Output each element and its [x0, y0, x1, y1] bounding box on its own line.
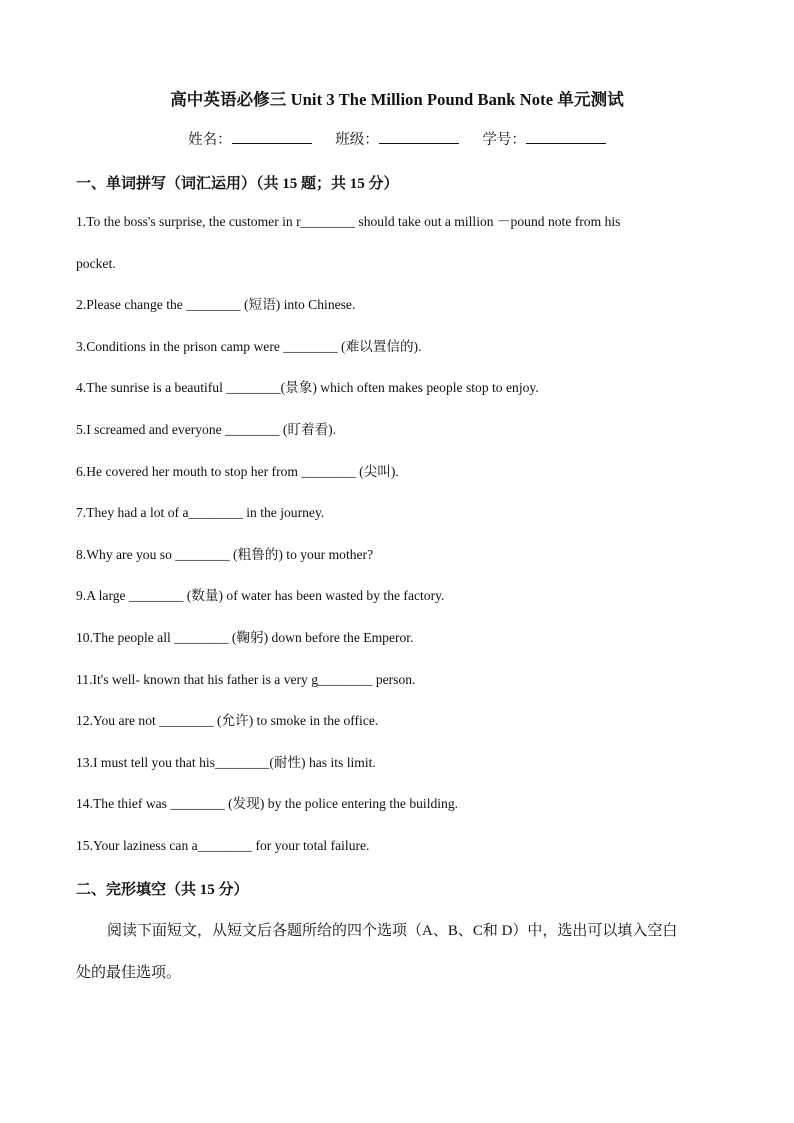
question-1: 1.To the boss's surprise, the customer in r________ should take out a million －pound note from his [76, 214, 621, 229]
name-blank [232, 131, 312, 144]
question-6: 6.He covered her mouth to stop her from ________ (尖叫). [76, 464, 399, 479]
question-7: 7.They had a lot of a________ in the journey. [76, 505, 325, 520]
question-15: 15.Your laziness can a________ for your total failure. [76, 838, 370, 853]
class-blank [379, 131, 459, 144]
question-2: 2.Please change the ________ (短语) into Chinese. [76, 297, 356, 312]
question-8: 8.Why are you so ________ (粗鲁的) to your mother? [76, 547, 374, 562]
question-9: 9.A large ________ (数量) of water has been wasted by the factory. [76, 588, 445, 603]
question-10: 10.The people all ________ (鞠躬) down before the Emperor. [76, 630, 414, 645]
section2-instruction-line1: 阅读下面短文，从短文后各题所给的四个选项（A、B、C和 D）中，选出可以填入空白 [107, 923, 678, 939]
question-12: 12.You are not ________ (允许) to smoke in the office. [76, 713, 379, 728]
question-3: 3.Conditions in the prison camp were ________ (难以置信的). [76, 339, 422, 354]
class-field-group [335, 132, 462, 148]
id-label: 学号： [482, 132, 526, 148]
section2-heading: 二、完形填空（共 15 分） [76, 882, 249, 898]
question-1-continued: pocket. [76, 256, 116, 271]
student-info-line [0, 128, 794, 149]
section2-instruction-line2: 处的最佳选项。 [76, 965, 182, 981]
question-5: 5.I screamed and everyone ________ (盯着看). [76, 422, 337, 437]
class-label: 班级： [335, 132, 379, 148]
id-blank [526, 131, 606, 144]
name-label: 姓名： [188, 132, 232, 148]
section1-heading: 一、单词拼写（词汇运用）（共 15 题；共 15 分） [76, 176, 399, 192]
question-4: 4.The sunrise is a beautiful ________(景象) which often makes people stop to enjoy. [76, 380, 539, 395]
question-14: 14.The thief was ________ (发现) by the police entering the building. [76, 796, 459, 811]
question-11: 11.It's well- known that his father is a very g________ person. [76, 672, 416, 687]
name-field-group [188, 132, 315, 148]
id-field-group [482, 132, 606, 148]
question-13: 13.I must tell you that his________(耐性) has its limit. [76, 755, 376, 770]
page-title: 高中英语必修三 Unit 3 The Million Pound Bank Note 单元测试 [170, 90, 624, 109]
